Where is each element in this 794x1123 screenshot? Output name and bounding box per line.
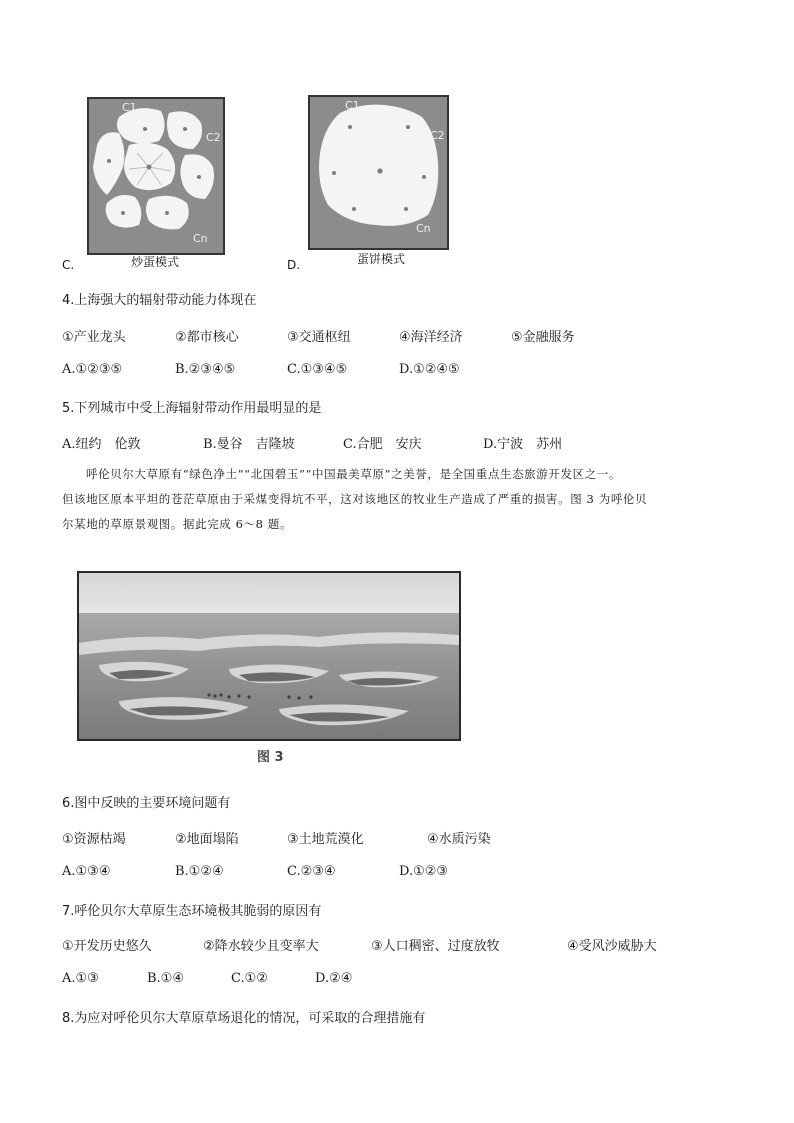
label-c2: C2 [206, 131, 221, 144]
q4-item-3: ③交通枢纽 [287, 330, 351, 345]
q7-option-c[interactable]: C.①② [231, 971, 268, 986]
passage [62, 462, 738, 537]
passage-line-3: 尔某地的草原景观图。据此完成 6～8 题。 [62, 517, 293, 531]
q7-option-d[interactable]: D.②④ [315, 971, 353, 986]
q6-option-c[interactable]: C.②③④ [287, 864, 336, 879]
figure-c-scrambled-egg [87, 97, 225, 255]
q6-option-b[interactable]: B.①②④ [175, 864, 224, 879]
question-7-stem: 7.呼伦贝尔大草原生态环境极其脆弱的原因有 [62, 904, 322, 919]
figure-d-letter: D. [287, 258, 301, 272]
question-6-stem: 6.图中反映的主要环境问题有 [62, 796, 231, 811]
q7-option-b[interactable]: B.①④ [147, 971, 184, 986]
q4-item-2: ②都市核心 [175, 330, 239, 345]
figure-c-letter: C. [62, 258, 75, 272]
q4-option-b[interactable]: B.②③④⑤ [175, 362, 236, 377]
label-c2: C2 [430, 129, 445, 142]
passage-line-1: 呼伦贝尔大草原有“绿色净土”“北国碧玉”“中国最美草原”之美誉，是全国重点生态旅游开发区之一。 [86, 467, 621, 481]
q5-option-d[interactable]: D.宁波 苏州 [483, 437, 563, 452]
label-cn: Cn [416, 222, 431, 235]
q6-option-a[interactable]: A.①③④ [62, 864, 111, 879]
question-5-stem: 5.下列城市中受上海辐射带动作用最明显的是 [62, 401, 322, 416]
q4-item-1: ①产业龙头 [62, 330, 126, 345]
q6-item-4: ④水质污染 [427, 832, 491, 847]
q7-item-2: ②降水较少且变率大 [203, 939, 319, 954]
q5-option-c[interactable]: C.合肥 安庆 [343, 437, 422, 452]
q4-item-5: ⑤金融服务 [511, 330, 575, 345]
scrambled-egg-diagram [89, 99, 223, 253]
q7-item-4: ④受风沙威胁大 [567, 939, 657, 954]
figure-d-omelette [308, 95, 449, 250]
q7-item-3: ③人口稠密、过度放牧 [371, 939, 500, 954]
label-c1: C1 [345, 99, 360, 112]
question-8-stem: 8.为应对呼伦贝尔大草原草场退化的情况，可采取的合理措施有 [62, 1011, 426, 1026]
figure-d-caption: 蛋饼模式 [357, 252, 406, 266]
grassland-photo [77, 571, 461, 741]
q4-option-a[interactable]: A.①②③⑤ [62, 362, 123, 377]
q5-option-a[interactable]: A.纽约 伦敦 [62, 437, 141, 452]
q7-item-1: ①开发历史悠久 [62, 939, 152, 954]
q4-option-d[interactable]: D.①②④⑤ [399, 362, 460, 377]
q6-item-3: ③土地荒漠化 [287, 832, 364, 847]
q7-option-a[interactable]: A.①③ [62, 971, 99, 986]
question-4-stem: 4.上海强大的辐射带动能力体现在 [62, 293, 257, 308]
q4-item-4: ④海洋经济 [399, 330, 463, 345]
q6-item-2: ②地面塌陷 [175, 832, 239, 847]
grassland-landscape-image [79, 573, 459, 739]
q6-option-d[interactable]: D.①②③ [399, 864, 449, 879]
photo-caption: 图 3 [257, 750, 284, 765]
label-cn: Cn [193, 232, 208, 245]
figure-c-caption: 炒蛋模式 [131, 255, 180, 269]
q6-item-1: ①资源枯竭 [62, 832, 126, 847]
passage-line-2: 但该地区原本平坦的苍茫草原由于采煤变得坑不平，这对该地区的牧业生产造成了严重的损害。图 3 为呼伦贝 [62, 492, 648, 506]
q5-option-b[interactable]: B.曼谷 吉隆坡 [203, 437, 295, 452]
label-c1: C1 [122, 101, 137, 114]
q4-option-c[interactable]: C.①③④⑤ [287, 362, 348, 377]
